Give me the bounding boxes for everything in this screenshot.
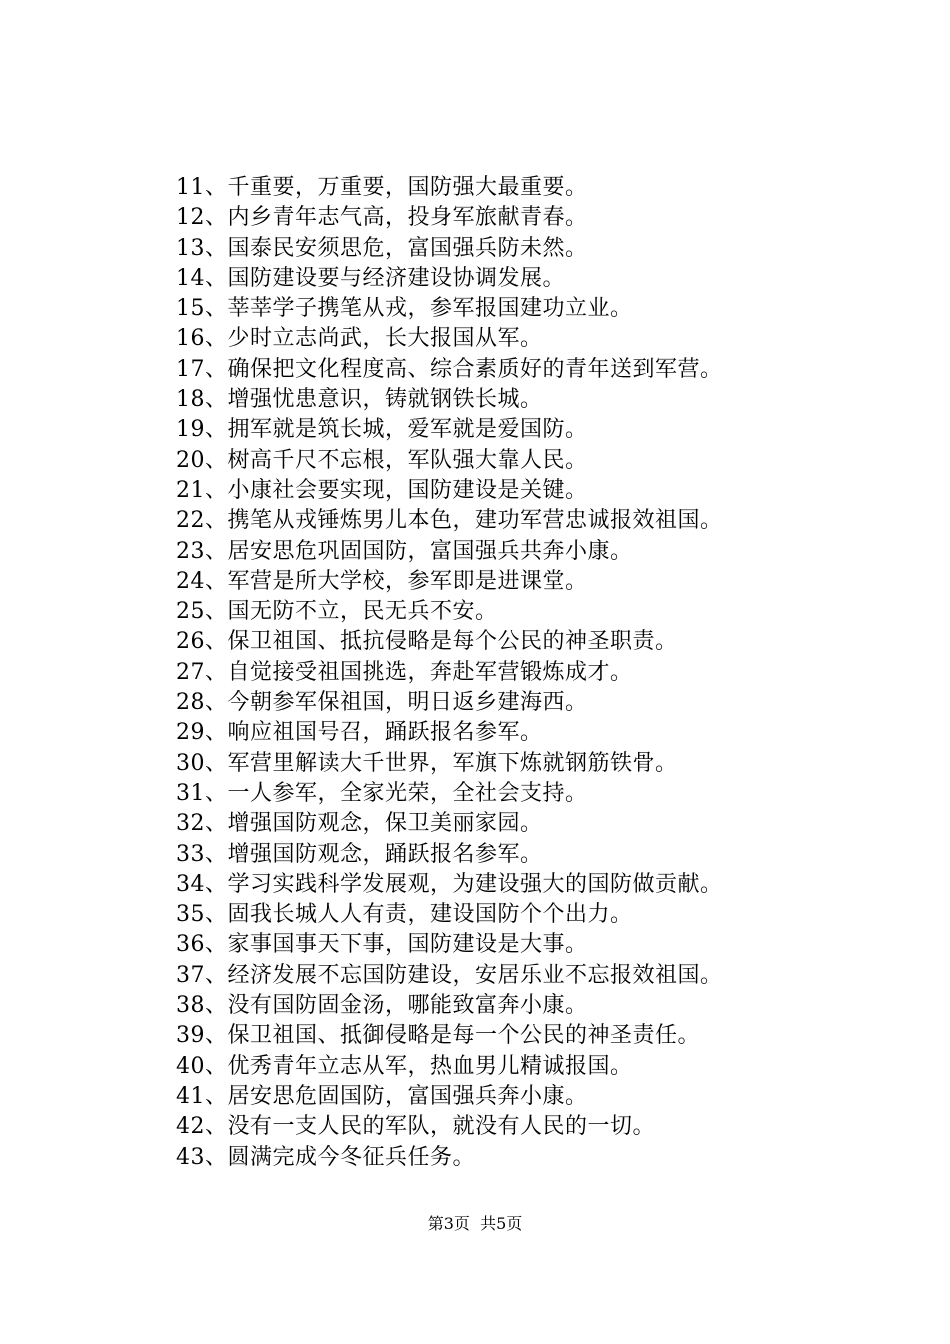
list-item: 22、携笔从戎锤炼男儿本色，建功军营忠诚报效祖国。: [176, 508, 723, 534]
list-item: 23、居安思危巩固国防，富国强兵共奔小康。: [176, 538, 633, 564]
list-item: 16、少时立志尚武，长大报国从军。: [176, 326, 543, 352]
list-item: 36、家事国事天下事，国防建设是大事。: [176, 932, 588, 958]
list-item: 13、国泰民安须思危，富国强兵防未然。: [176, 235, 588, 261]
list-item: 28、今朝参军保祖国，明日返乡建海西。: [176, 690, 588, 716]
list-item: 18、增强忧患意识，铸就钢铁长城。: [176, 387, 543, 413]
list-item: 29、响应祖国号召，踊跃报名参军。: [176, 720, 543, 746]
list-item: 25、国无防不立，民无兵不安。: [176, 599, 498, 625]
list-item: 15、莘莘学子携笔从戎，参军报国建功立业。: [176, 296, 633, 322]
list-item: 11、千重要，万重要，国防强大最重要。: [176, 175, 588, 200]
list-item: 26、保卫祖国、抵抗侵略是每个公民的神圣职责。: [176, 629, 678, 655]
list-item: 41、居安思危固国防，富国强兵奔小康。: [176, 1083, 588, 1109]
list-item: 33、增强国防观念，踊跃报名参军。: [176, 841, 543, 867]
list-item: 43、圆满完成今冬征兵任务。: [176, 1144, 475, 1170]
list-item: 42、没有一支人民的军队，就没有人民的一切。: [176, 1114, 655, 1140]
list-item: 20、树高千尺不忘根，军队强大靠人民。: [176, 447, 588, 473]
list-item: 38、没有国防固金汤，哪能致富奔小康。: [176, 993, 588, 1019]
list-item: 37、经济发展不忘国防建设，安居乐业不忘报效祖国。: [176, 962, 723, 988]
list-item: 27、自觉接受祖国挑选，奔赴军营锻炼成才。: [176, 659, 633, 685]
list-item: 31、一人参军，全家光荣，全社会支持。: [176, 780, 588, 806]
list-item: 24、军营是所大学校，参军即是进课堂。: [176, 568, 588, 594]
list-item: 12、内乡青年志气高，投身军旅献青春。: [176, 205, 588, 231]
list-item: 32、增强国防观念，保卫美丽家园。: [176, 811, 543, 837]
list-item: 30、军营里解读大千世界，军旗下炼就钢筋铁骨。: [176, 750, 678, 776]
list-item: 14、国防建设要与经济建设协调发展。: [176, 265, 565, 291]
list-item: 17、确保把文化程度高、综合素质好的青年送到军营。: [176, 356, 723, 382]
list-item: 39、保卫祖国、抵御侵略是每一个公民的神圣责任。: [176, 1023, 700, 1049]
list-item: 34、学习实践科学发展观，为建设强大的国防做贡献。: [176, 871, 723, 897]
list-item: 21、小康社会要实现，国防建设是关键。: [176, 477, 588, 503]
list-item: 35、固我长城人人有责，建设国防个个出力。: [176, 902, 633, 928]
list-item: 19、拥军就是筑长城，爱军就是爱国防。: [176, 417, 588, 443]
list-item: 40、优秀青年立志从军，热血男儿精诚报国。: [176, 1053, 633, 1079]
page-number: 第3页 共5页: [427, 1214, 523, 1233]
slogan-list: [176, 173, 876, 1173]
